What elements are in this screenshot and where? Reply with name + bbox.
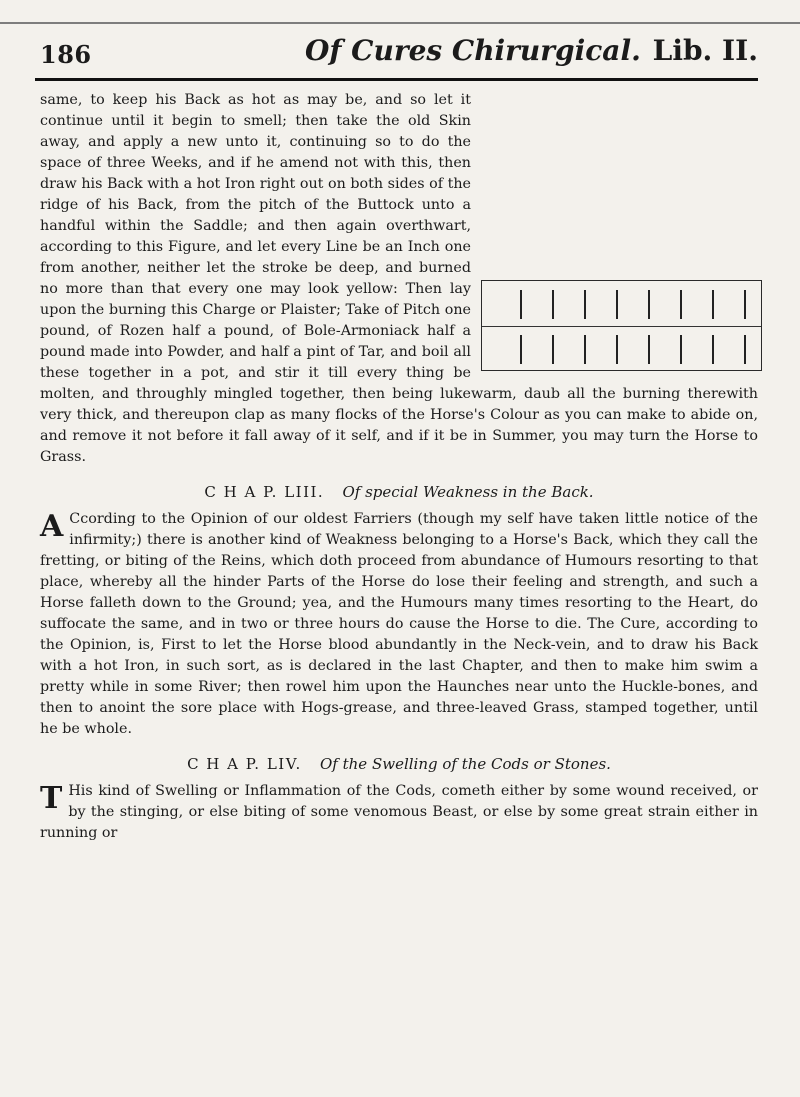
figure-line	[680, 335, 682, 364]
drop-cap: T	[40, 781, 63, 816]
chapter-54-heading	[40, 754, 758, 775]
figure-line	[552, 335, 554, 364]
figure-line	[616, 290, 618, 319]
figure-line	[648, 335, 650, 364]
figure-row-top	[482, 281, 761, 327]
header-rule	[35, 78, 758, 81]
page-number: 186	[40, 40, 92, 69]
figure-line	[744, 290, 746, 319]
book-reference: Lib. II.	[652, 34, 758, 67]
chapter-54-number: C H A P. LIV.	[187, 755, 302, 773]
figure-line	[712, 335, 714, 364]
figure-line	[520, 335, 522, 364]
chapter-54-text: His kind of Swelling or Inflammation of the Cods, cometh either by some wound received, or by the stinging, or else biting of some venomous Beast, or else by some great strain either in running or	[40, 783, 758, 841]
chapter-54-subtitle: Of the Swelling of the Cods or Stones.	[320, 755, 611, 773]
figure-line	[584, 335, 586, 364]
figure-line	[552, 290, 554, 319]
intro-paragraph: same, to keep his Back as hot as may be, and so let it continue until it begin to smell; then take the old Skin away, and apply a new unto it, continuing so to do the space of three Weeks, and if he amend not with this, then draw his Back with a hot Iron right out on both sides of the ridge of his Back, from the pitch of the Buttock unto a handful within the Saddle; and then again overthwart, according to this Figure, and let every Line be an Inch one from another, neither let the stroke be deep, and burned no more than that every one may look yellow: Then lay upon the burning this Charge or Plaister; Take of Pitch one pound, of Rozen half a pound, of Bole-Armoniack half a pound made into Powder, and half a pint of Tar, and boil all these together in a pot, and stir it till every thing be molten, and throughly mingled together, then being lukewarm, daub all the burning therewith very thick, and thereupon clap as many flocks of the Horse's Colour as you can make to abide on, and remove it not before it fall away of it self, and if it be in Summer, you may turn the Horse to Grass.	[40, 92, 758, 465]
top-border	[0, 22, 800, 24]
chapter-53-text: Ccording to the Opinion of our oldest Farriers (though my self have taken little notice of the infirmity;) there is another kind of Weakness belonging to a Horse's Back, which they call the fretting, or biting of the Reins, which doth proceed from abundance of Humours resorting to that place, whereby all the hinder Parts of the Horse do lose their feeling and strength, and such a Horse falleth down to the Ground; yea, and the Humours many times resorting to the Heart, do suffocate the same, and in two or three hours do cause the Horse to die. The Cure, according to the Opinion, is, First to let the Horse blood abundantly in the Neck-vein, and to draw his Back with a hot Iron, in such sort, as is declared in the last Chapter, and then to make him swim a pretty while in some River; then rowel him upon the Haunches near unto the Huckle-bones, and then to anoint the sore place with Hogs-grease, and three-leaved Grass, stamped together, until he be whole.	[40, 511, 758, 737]
chapter-53-subtitle: Of special Weakness in the Back.	[342, 483, 594, 501]
page-body	[40, 90, 758, 844]
figure-line	[520, 290, 522, 319]
figure-line	[616, 335, 618, 364]
figure-line	[584, 290, 586, 319]
figure-line	[680, 290, 682, 319]
page-header	[40, 34, 758, 74]
chapter-53-paragraph	[40, 509, 758, 740]
figure-line	[744, 335, 746, 364]
running-title: Of Cures Chirurgical.	[305, 34, 641, 67]
figure-line	[648, 290, 650, 319]
chapter-53-heading	[40, 482, 758, 503]
figure-row-bottom	[482, 326, 761, 371]
firing-lines-figure	[481, 280, 762, 371]
figure-line	[712, 290, 714, 319]
chapter-53-number: C H A P. LIII.	[204, 483, 325, 501]
chapter-54-paragraph	[40, 781, 758, 844]
drop-cap: A	[40, 509, 64, 544]
